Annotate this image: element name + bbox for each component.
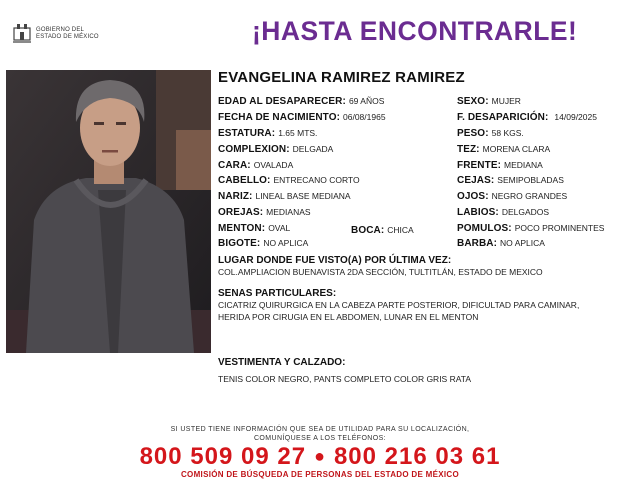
field-nose xyxy=(218,191,351,202)
contact-note-line-2: COMUNÍQUESE A LOS TELÉFONOS: xyxy=(253,435,387,442)
phone-numbers xyxy=(0,443,640,471)
field-mouth xyxy=(351,225,414,236)
field-value: OVALADA xyxy=(253,160,294,170)
field-value: CHICA xyxy=(387,225,414,235)
field-mustache xyxy=(218,238,308,249)
field-label: CEJAS: xyxy=(457,175,495,186)
marks-line-1: CICATRIZ QUIRURGICA EN LA CABEZA PARTE POSTERIOR, DIFICULTAD PARA CAMINAR, xyxy=(218,300,580,310)
field-label: OREJAS: xyxy=(218,207,264,218)
logo-text xyxy=(36,27,99,41)
field-label: SEXO: xyxy=(457,96,489,107)
field-cheekbones xyxy=(457,223,604,234)
portrait-illustration xyxy=(6,70,211,353)
phone-number-2[interactable]: 800 216 03 61 xyxy=(333,443,501,470)
field-value: DELGADA xyxy=(292,144,334,154)
marks-line-2: HERIDA POR CIRUGIA EN EL ABDOMEN, LUNAR EN EL MENTON xyxy=(218,312,479,322)
field-label: BOCA: xyxy=(351,225,385,236)
field-label: MENTON: xyxy=(218,223,266,234)
logo-line-1: GOBIERNO DEL xyxy=(36,27,85,33)
field-label: COMPLEXION: xyxy=(218,144,290,155)
field-disappearance-date xyxy=(457,112,597,123)
phone-number-1[interactable]: 800 509 09 27 xyxy=(139,443,307,470)
field-value: 06/08/1965 xyxy=(343,112,386,122)
coat-of-arms-icon xyxy=(12,22,32,44)
headline: ¡HASTA ENCONTRARLE! xyxy=(252,16,578,46)
person-name: EVANGELINA RAMIREZ RAMIREZ xyxy=(218,69,465,86)
field-label: TEZ: xyxy=(457,144,480,155)
last-seen-label: LUGAR DONDE FUE VISTO(A) POR ÚLTIMA VEZ: xyxy=(218,255,452,266)
field-complexion xyxy=(457,144,550,155)
field-value: MEDIANA xyxy=(504,160,543,170)
field-label: BARBA: xyxy=(457,238,498,249)
field-value: DELGADOS xyxy=(501,207,550,217)
field-birthdate xyxy=(218,112,386,123)
field-label: EDAD AL DESAPARECER: xyxy=(218,96,346,107)
field-value: MEDIANAS xyxy=(266,207,311,217)
field-face xyxy=(218,160,293,171)
field-label: CABELLO: xyxy=(218,175,271,186)
field-value: LINEAL BASE MEDIANA xyxy=(255,191,351,201)
field-value: 58 KGS. xyxy=(491,128,524,138)
field-label: POMULOS: xyxy=(457,223,512,234)
missing-person-photo xyxy=(6,70,211,353)
field-label: NARIZ: xyxy=(218,191,253,202)
field-label: FECHA DE NACIMIENTO: xyxy=(218,112,340,123)
field-value: NO APLICA xyxy=(500,238,545,248)
last-seen-value: COL.AMPLIACION BUENAVISTA 2DA SECCIÓN, TULTITLÁN, ESTADO DE MEXICO xyxy=(218,267,543,277)
separator-dot-icon: ● xyxy=(314,446,326,466)
contact-note-line-1: SI USTED TIENE INFORMACIÓN QUE SEA DE UTILIDAD PARA SU LOCALIZACIÓN, xyxy=(170,426,470,433)
field-chin xyxy=(218,223,290,234)
field-label: F. DESAPARICIÓN: xyxy=(457,112,549,123)
government-logo xyxy=(12,22,122,44)
field-build xyxy=(218,144,333,155)
field-value: MUJER xyxy=(491,96,521,106)
field-value: 14/09/2025 xyxy=(554,112,597,122)
field-eyes xyxy=(457,191,567,202)
field-value: OVAL xyxy=(268,223,291,233)
clothing-label: VESTIMENTA Y CALZADO: xyxy=(218,357,346,368)
field-lips xyxy=(457,207,549,218)
clothing-value: TENIS COLOR NEGRO, PANTS COMPLETO COLOR GRIS RATA xyxy=(218,374,471,384)
field-eyebrows xyxy=(457,175,564,186)
marks-label: SENAS PARTICULARES: xyxy=(218,288,337,299)
field-height xyxy=(218,128,317,139)
field-label: CARA: xyxy=(218,160,251,171)
field-forehead xyxy=(457,160,543,171)
field-age xyxy=(218,96,384,107)
field-value: POCO PROMINENTES xyxy=(514,223,605,233)
field-value: NO APLICA xyxy=(263,238,309,248)
field-label: ESTATURA: xyxy=(218,128,276,139)
field-hair xyxy=(218,175,360,186)
field-label: PESO: xyxy=(457,128,489,139)
field-value: SEMIPOBLADAS xyxy=(497,175,564,185)
field-ears xyxy=(218,207,311,218)
field-value: ENTRECANO CORTO xyxy=(273,175,360,185)
field-label: BIGOTE: xyxy=(218,238,261,249)
field-value: 1.65 MTS. xyxy=(278,128,318,138)
commission-name: COMISIÓN DE BÚSQUEDA DE PERSONAS DEL ESTADO DE MÉXICO xyxy=(180,470,459,479)
field-label: LABIOS: xyxy=(457,207,499,218)
field-value: NEGRO GRANDES xyxy=(491,191,568,201)
logo-line-2: ESTADO DE MÉXICO xyxy=(36,34,99,40)
field-sex xyxy=(457,96,521,107)
field-label: OJOS: xyxy=(457,191,489,202)
field-value: MORENA CLARA xyxy=(482,144,551,154)
field-value: 69 AÑOS xyxy=(348,96,385,106)
field-beard xyxy=(457,238,545,249)
field-weight xyxy=(457,128,524,139)
field-label: FRENTE: xyxy=(457,160,502,171)
